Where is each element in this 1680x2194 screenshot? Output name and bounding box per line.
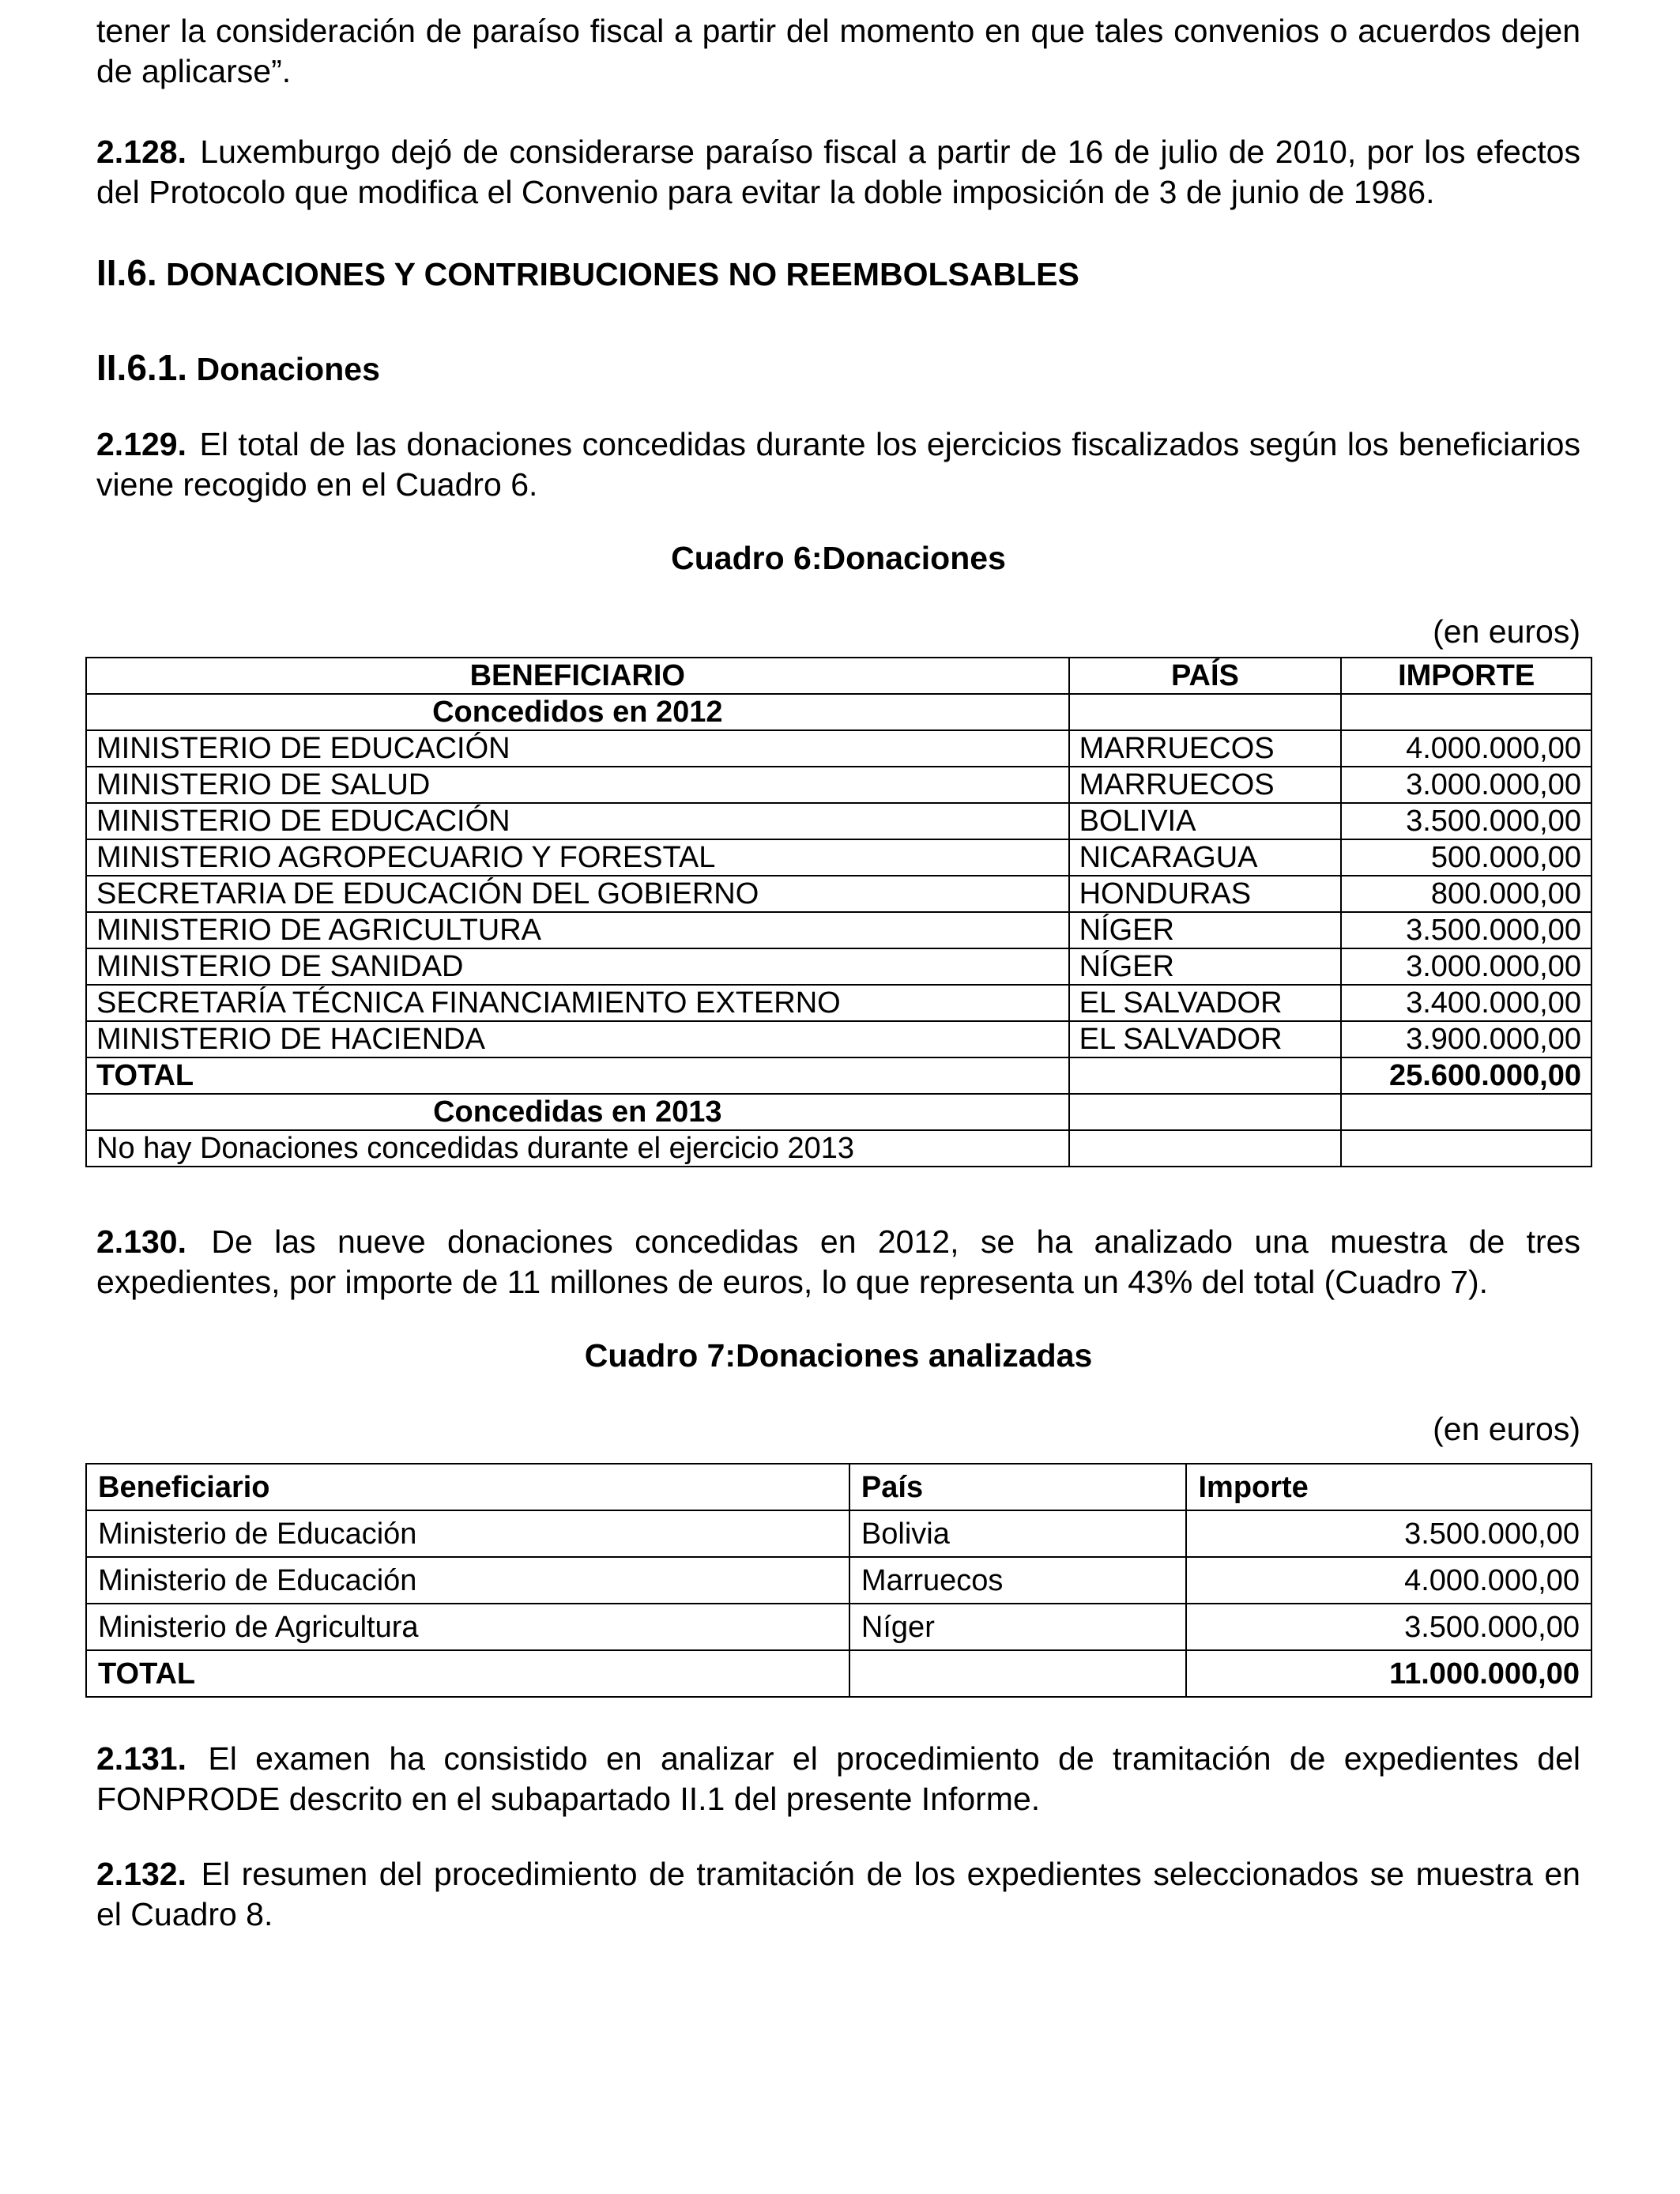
empty-cell	[1069, 1057, 1342, 1094]
empty-cell	[1341, 1130, 1591, 1167]
cell-importe: 500.000,00	[1341, 839, 1591, 876]
caption-text: Donaciones analizadas	[736, 1337, 1093, 1374]
header-importe: IMPORTE	[1341, 658, 1591, 694]
cell-beneficiario: MINISTERIO DE AGRICULTURA	[86, 912, 1069, 948]
section-heading	[96, 253, 1580, 295]
table-header-row	[86, 658, 1591, 694]
cuadro-6-caption	[96, 538, 1580, 579]
cell-beneficiario: SECRETARÍA TÉCNICA FINANCIAMIENTO EXTERNO	[86, 985, 1069, 1021]
cell-importe: 3.000.000,00	[1341, 767, 1591, 803]
header-beneficiario: Beneficiario	[86, 1464, 849, 1510]
empty-cell	[1069, 1094, 1342, 1130]
table-group-row-2012	[86, 694, 1591, 730]
cell-beneficiario: MINISTERIO DE EDUCACIÓN	[86, 730, 1069, 767]
cell-importe: 4.000.000,00	[1186, 1557, 1591, 1604]
table-row	[86, 948, 1591, 985]
cell-beneficiario: Ministerio de Educación	[86, 1557, 849, 1604]
total-value: 25.600.000,00	[1341, 1057, 1591, 1094]
note-2013: No hay Donaciones concedidas durante el ejercicio 2013	[86, 1130, 1069, 1167]
cell-beneficiario: Ministerio de Educación	[86, 1510, 849, 1557]
section-title: DONACIONES Y CONTRIBUCIONES NO REEMBOLSABLES	[166, 256, 1079, 292]
paragraph-text: El total de las donaciones concedidas durante los ejercicios fiscalizados según los beneficiarios viene recogido en el Cuadro 6.	[96, 426, 1580, 503]
paragraph-number: 2.130.	[96, 1223, 186, 1260]
header-importe: Importe	[1186, 1464, 1591, 1510]
cell-pais: Bolivia	[849, 1510, 1187, 1557]
cell-importe: 4.000.000,00	[1341, 730, 1591, 767]
empty-cell	[1341, 1094, 1591, 1130]
cuadro-7-caption	[96, 1336, 1580, 1376]
cuadro-7-table	[85, 1463, 1592, 1698]
table-row	[86, 1604, 1591, 1650]
total-label: TOTAL	[86, 1057, 1069, 1094]
paragraph-text: Luxemburgo dejó de considerarse paraíso fiscal a partir de 16 de julio de 2010, por los efectos del Protocolo que modifica el Convenio para evitar la doble imposición de 3 de junio de 1986.	[96, 134, 1580, 210]
cell-pais: HONDURAS	[1069, 876, 1342, 912]
paragraph-text: El resumen del procedimiento de tramitación de los expedientes seleccionados se muestra en el Cuadro 8.	[96, 1856, 1580, 1932]
caption-prefix: Cuadro 6:	[671, 540, 823, 576]
table-total-row	[86, 1057, 1591, 1094]
table-group-row-2013	[86, 1094, 1591, 1130]
cell-pais: NICARAGUA	[1069, 839, 1342, 876]
paragraph-number: 2.129.	[96, 426, 186, 462]
table-row	[86, 839, 1591, 876]
cell-pais: Marruecos	[849, 1557, 1187, 1604]
paragraph-2-131	[96, 1739, 1580, 1819]
paragraph-2-129	[96, 424, 1580, 505]
subsection-heading	[96, 348, 1580, 390]
document-page	[96, 11, 1580, 1935]
paragraph-number: 2.128.	[96, 134, 186, 170]
cuadro-7-unit: (en euros)	[1433, 1411, 1580, 1447]
cell-pais: MARRUECOS	[1069, 767, 1342, 803]
header-pais: PAÍS	[1069, 658, 1342, 694]
subsection-number: II.6.1.	[96, 347, 188, 388]
cell-pais: Níger	[849, 1604, 1187, 1650]
table-note-row	[86, 1130, 1591, 1167]
total-value: 11.000.000,00	[1186, 1650, 1591, 1697]
cuadro-6-unit: (en euros)	[1433, 613, 1580, 650]
cuadro-6-table	[85, 657, 1592, 1167]
cell-pais: NÍGER	[1069, 912, 1342, 948]
paragraph-2-132	[96, 1854, 1580, 1935]
cell-beneficiario: SECRETARIA DE EDUCACIÓN DEL GOBIERNO	[86, 876, 1069, 912]
group-label: Concedidas en 2013	[86, 1094, 1069, 1130]
table-header-row	[86, 1464, 1591, 1510]
paragraph-2-128	[96, 132, 1580, 213]
paragraph-text: De las nueve donaciones concedidas en 2012, se ha analizado una muestra de tres expedientes, por importe de 11 millones de euros, lo que representa un 43% del total (Cuadro 7).	[96, 1223, 1580, 1300]
subsection-title: Donaciones	[196, 351, 380, 387]
table-total-row	[86, 1650, 1591, 1697]
cell-importe: 3.500.000,00	[1341, 912, 1591, 948]
paragraph-text: El examen ha consistido en analizar el procedimiento de tramitación de expedientes del FONPRODE descrito en el subapartado II.1 del presente Informe.	[96, 1740, 1580, 1817]
table-row	[86, 767, 1591, 803]
cell-importe: 800.000,00	[1341, 876, 1591, 912]
empty-cell	[849, 1650, 1187, 1697]
empty-cell	[1341, 694, 1591, 730]
cell-beneficiario: MINISTERIO DE HACIENDA	[86, 1021, 1069, 1057]
cell-importe: 3.900.000,00	[1341, 1021, 1591, 1057]
group-label: Concedidos en 2012	[86, 694, 1069, 730]
cell-pais: EL SALVADOR	[1069, 1021, 1342, 1057]
cell-beneficiario: MINISTERIO AGROPECUARIO Y FORESTAL	[86, 839, 1069, 876]
header-pais: País	[849, 1464, 1187, 1510]
caption-text: Donaciones	[822, 540, 1006, 576]
table-row	[86, 1021, 1591, 1057]
table-row	[86, 803, 1591, 839]
cell-beneficiario: MINISTERIO DE SALUD	[86, 767, 1069, 803]
cell-pais: BOLIVIA	[1069, 803, 1342, 839]
cell-pais: EL SALVADOR	[1069, 985, 1342, 1021]
paragraph-2-130	[96, 1222, 1580, 1302]
caption-prefix: Cuadro 7:	[584, 1337, 736, 1374]
table-row	[86, 1510, 1591, 1557]
table-row	[86, 730, 1591, 767]
table-row	[86, 1557, 1591, 1604]
header-beneficiario: BENEFICIARIO	[86, 658, 1069, 694]
paragraph-intro-continuation: tener la consideración de paraíso fiscal a partir del momento en que tales convenios o acuerdos dejen de aplicarse”.	[96, 13, 1580, 89]
table-row	[86, 876, 1591, 912]
cell-importe: 3.500.000,00	[1186, 1604, 1591, 1650]
cell-importe: 3.000.000,00	[1341, 948, 1591, 985]
section-number: II.6.	[96, 252, 157, 293]
paragraph-number: 2.132.	[96, 1856, 186, 1892]
cell-pais: NÍGER	[1069, 948, 1342, 985]
cell-beneficiario: MINISTERIO DE EDUCACIÓN	[86, 803, 1069, 839]
cell-importe: 3.500.000,00	[1186, 1510, 1591, 1557]
cell-pais: MARRUECOS	[1069, 730, 1342, 767]
cell-importe: 3.400.000,00	[1341, 985, 1591, 1021]
total-label: TOTAL	[86, 1650, 849, 1697]
empty-cell	[1069, 694, 1342, 730]
table-row	[86, 912, 1591, 948]
cell-beneficiario: MINISTERIO DE SANIDAD	[86, 948, 1069, 985]
empty-cell	[1069, 1130, 1342, 1167]
cell-importe: 3.500.000,00	[1341, 803, 1591, 839]
paragraph-number: 2.131.	[96, 1740, 186, 1777]
cell-beneficiario: Ministerio de Agricultura	[86, 1604, 849, 1650]
table-row	[86, 985, 1591, 1021]
